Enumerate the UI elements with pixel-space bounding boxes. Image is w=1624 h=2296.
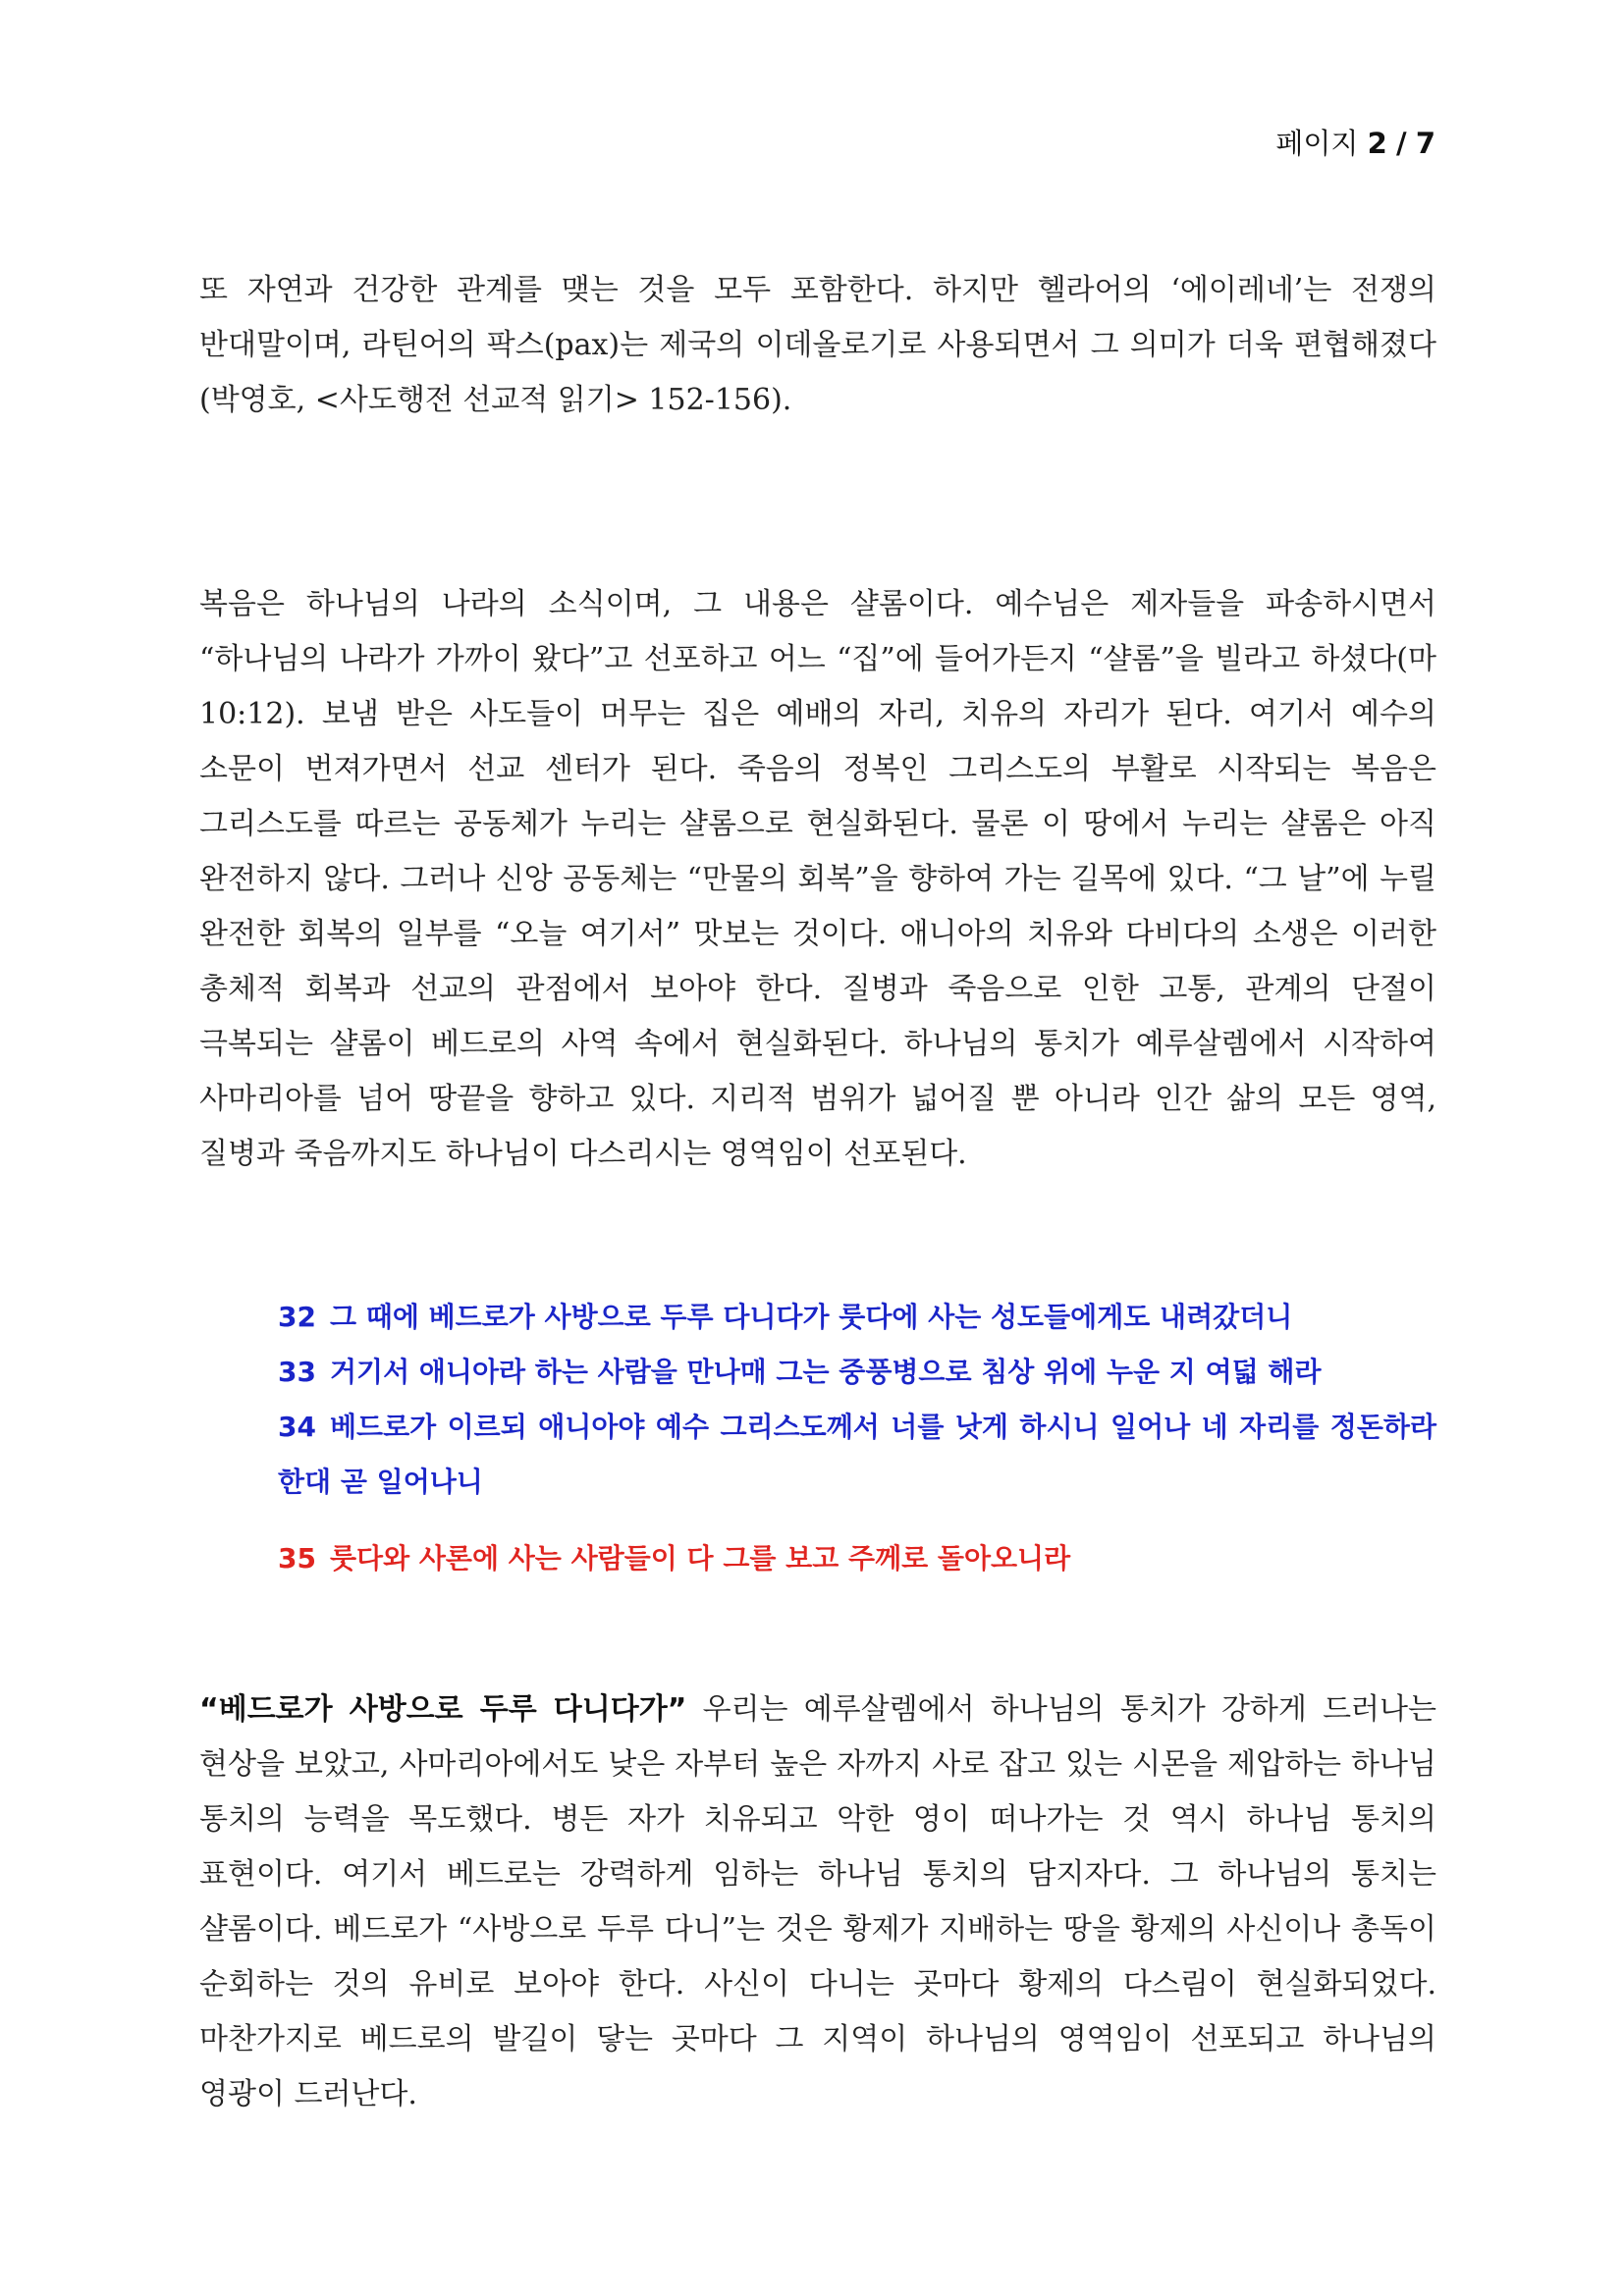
verse-35 bbox=[278, 1531, 1436, 1586]
verse-text: 그 때에 베드로가 사방으로 두루 다니다가 룻다에 사는 성도들에게도 내려갔더니 bbox=[329, 1301, 1293, 1333]
scripture-quote bbox=[278, 1290, 1436, 1586]
verse-text: 베드로가 이르되 애니아야 예수 그리스도께서 너를 낫게 하시니 일어나 네 자리를 정돈하라 한대 곧 일어나니 bbox=[278, 1411, 1436, 1498]
page-number-header bbox=[1275, 122, 1435, 162]
verse-34 bbox=[278, 1400, 1436, 1510]
paragraph-eirene: 또 자연과 건강한 관계를 맺는 것을 모두 포함한다. 하지만 헬라어의 ‘에이레네’는 전쟁의 반대말이며, 라틴어의 팍스(pax)는 제국의 이데올로기로 사용되면서 그 의미가 더욱 편협해졌다(박영호, <사도행전 선교적 읽기> 152-156). bbox=[199, 273, 1436, 417]
page-separator: / bbox=[1396, 127, 1407, 160]
paragraph-body: 우리는 예루살렘에서 하나님의 통치가 강하게 드러나는 현상을 보았고, 사마리아에서도 낮은 자부터 높은 자까지 사로 잡고 있는 시몬을 제압하는 하나님 통치의 능력을 목도했다. 병든 자가 치유되고 악한 영이 떠나가는 것 역시 하나님 통치의 표현이다. 여기서 베드로는 강력하게 임하는 하나님 통치의 담지자다. 그 하나님의 통치는 샬롬이다. 베드로가 “사방으로 두루 다니”는 것은 황제가 지배하는 땅을 황제의 사신이나 총독이 순회하는 것의 유비로 보아야 한다. 사신이 다니는 곳마다 황제의 다스림이 현실화되었다. 마찬가지로 베드로의 발길이 닿는 곳마다 그 지역이 하나님의 영역임이 선포되고 하나님의 영광이 드러난다. bbox=[199, 1692, 1436, 2111]
verse-number: 33 bbox=[278, 1356, 316, 1388]
verse-text: 거기서 애니아라 하는 사람을 만나매 그는 중풍병으로 침상 위에 누운 지 여덟 해라 bbox=[329, 1356, 1322, 1388]
paragraph-peter-travels bbox=[199, 1682, 1436, 2122]
verse-text: 룻다와 사론에 사는 사람들이 다 그를 보고 주께로 돌아오니라 bbox=[329, 1542, 1071, 1575]
page-label: 페이지 bbox=[1275, 127, 1359, 160]
verse-number: 35 bbox=[278, 1542, 316, 1575]
page-total: 7 bbox=[1415, 127, 1435, 160]
document-body bbox=[199, 263, 1436, 2122]
paragraph-lead-quote: “베드로가 사방으로 두루 다니다가” bbox=[199, 1692, 687, 1727]
verse-33 bbox=[278, 1345, 1436, 1400]
verse-number: 32 bbox=[278, 1301, 316, 1333]
page-current: 2 bbox=[1367, 127, 1387, 160]
verse-32 bbox=[278, 1290, 1436, 1345]
verse-number: 34 bbox=[278, 1411, 316, 1443]
paragraph-gospel-shalom: 복음은 하나님의 나라의 소식이며, 그 내용은 샬롬이다. 예수님은 제자들을 파송하시면서 “하나님의 나라가 가까이 왔다”고 선포하고 어느 “집”에 들어가든지 “샬롬”을 빌라고 하셨다(마 10:12). 보냄 받은 사도들이 머무는 집은 예배의 자리, 치유의 자리가 된다. 여기서 예수의 소문이 번져가면서 선교 센터가 된다. 죽음의 정복인 그리스도의 부활로 시작되는 복음은 그리스도를 따르는 공동체가 누리는 샬롬으로 현실화된다. 물론 이 땅에서 누리는 샬롬은 아직 완전하지 않다. 그러나 신앙 공동체는 “만물의 회복”을 향하여 가는 길목에 있다. “그 날”에 누릴 완전한 회복의 일부를 “오늘 여기서” 맛보는 것이다. 애니아의 치유와 다비다의 소생은 이러한 총체적 회복과 선교의 관점에서 보아야 한다. 질병과 죽음으로 인한 고통, 관계의 단절이 극복되는 샬롬이 베드로의 사역 속에서 현실화된다. 하나님의 통치가 예루살렘에서 시작하여 사마리아를 넘어 땅끝을 향하고 있다. 지리적 범위가 넓어질 뿐 아니라 인간 삶의 모든 영역, 질병과 죽음까지도 하나님이 다스리시는 영역임이 선포된다. bbox=[199, 587, 1436, 1171]
